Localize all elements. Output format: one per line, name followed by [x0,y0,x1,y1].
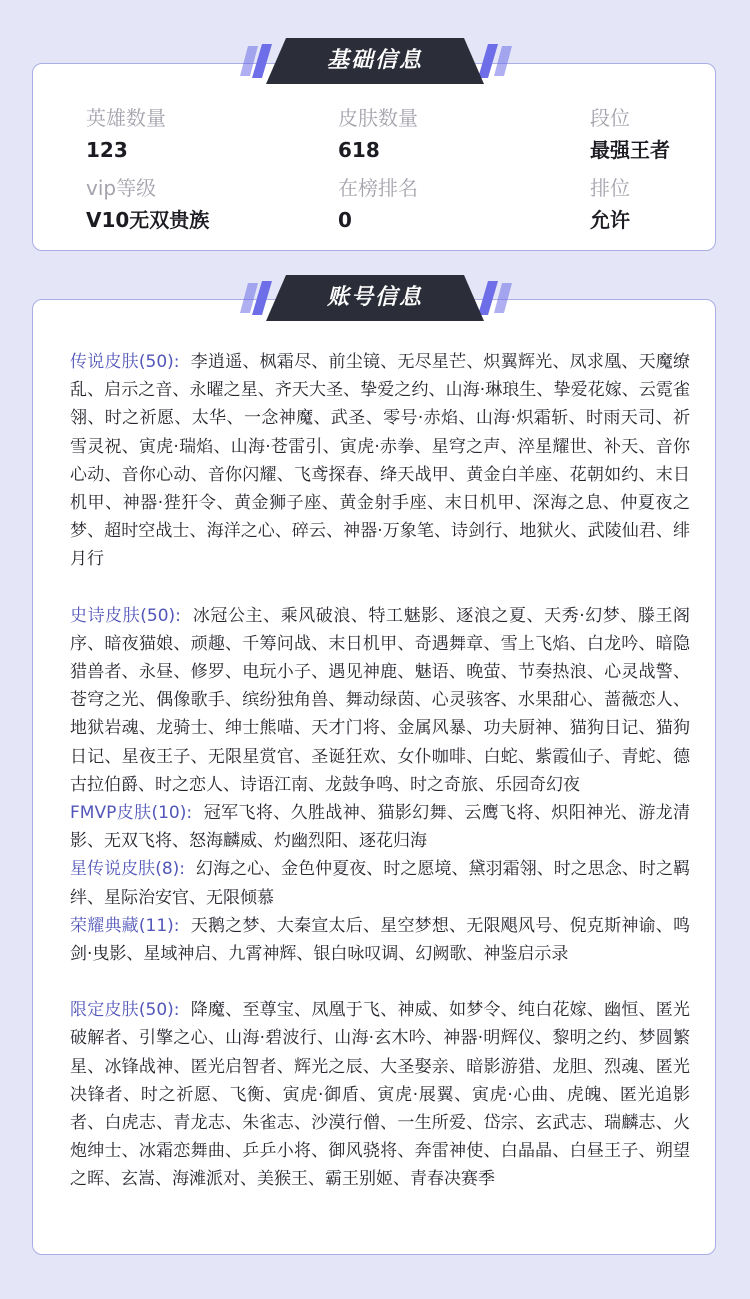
stat-skin-count [338,104,418,164]
skin-section-epic [70,602,690,799]
skin-section-star-legend [70,855,690,911]
section-header-account-info [0,273,750,323]
stat-ranked-allowed [590,174,630,234]
stat-label: 在榜排名 [338,176,418,200]
stat-label: 段位 [590,106,630,130]
skin-category-label: 史诗皮肤(50): [70,605,181,626]
section-header-basic-info [0,36,750,86]
stat-label: 皮肤数量 [338,106,418,130]
section-title: 基础信息 [326,48,423,73]
account-info-card [32,299,716,1255]
skin-items: 降魔、至尊宝、凤凰于飞、神威、如梦令、纯白花嫁、幽恒、匿光破解者、引擎之心、山海·碧波行、山海·玄木吟、神器·明辉仪、黎明之约、梦圆繁星、冰锋战神、匿光启智者、辉光之辰、大圣娶亲、暗影游猎、龙胆、烈魂、匿光决锋者、时之祈愿、飞衡、寅虎·御盾、寅虎·展翼、寅虎·心曲、虎魄、匿光追影者、白虎志、青龙志、朱雀志、沙漠行僧、一生所爱、岱宗、玄武志、瑞麟志、火炮绅士、冰霜恋舞曲、乒乒小将、御风骁将、奔雷神使、白晶晶、白昼王子、朔望之晖、玄嵩、海滩派对、美猴王、霸王别姬、青春决赛季 [70,1000,691,1190]
stat-value: 0 [338,208,352,232]
stat-value: 123 [86,138,128,162]
stat-label: 英雄数量 [86,106,166,130]
skin-items: 冠军飞将、久胜战神、猫影幻舞、云鹰飞将、炽阳神光、游龙清影、无双飞将、怒海麟威、灼幽烈阳、逐花归海 [70,803,691,852]
stat-rank-tier [590,104,670,164]
stat-value: 允许 [590,208,630,232]
stat-label: vip等级 [86,176,157,200]
skin-items: 幻海之心、金色仲夏夜、时之愿境、黛羽霜翎、时之思念、时之羁绊、星际治安官、无限倾慕 [70,859,691,908]
stat-value: 最强王者 [590,138,670,162]
basic-info-card [32,63,716,251]
stat-value: 618 [338,138,380,162]
skin-list [70,348,690,1194]
section-title: 账号信息 [326,285,423,310]
stat-value: V10无双贵族 [86,208,210,232]
skin-category-label: 荣耀典藏(11): [70,915,180,936]
skin-category-label: 传说皮肤(50): [70,352,180,372]
stat-vip-level [86,174,209,234]
stat-leaderboard-rank [338,174,418,234]
skin-items: 李逍遥、枫霜尽、前尘镜、无尽星芒、炽翼辉光、凤求凰、天魔缭乱、启示之音、永曜之星、齐天大圣、挚爱之约、山海·琳琅生、挚爱花嫁、云霓雀翎、时之祈愿、太华、一念神魔、武圣、零号·赤焰、山海·炽霜斩、时雨天司、祈雪灵祝、寅虎·瑞焰、山海·苍雷引、寅虎·赤拳、星穹之声、淬星耀世、补天、音你心动、音你心动、音你闪耀、飞鸢探春、绛天战甲、黄金白羊座、花朝如约、末日机甲、神器·狴犴令、黄金狮子座、黄金射手座、末日机甲、深海之息、仲夏夜之梦、超时空战士、海洋之心、碎云、神器·万象笔、诗剑行、地狱火、武陵仙君、绯月行 [70,352,691,570]
skin-category-label: 星传说皮肤(8): [70,859,186,880]
skin-section-limited [70,996,690,1193]
skin-section-glory-collection [70,912,690,968]
stat-hero-count [86,104,166,164]
stat-label: 排位 [590,176,630,200]
skin-category-label: FMVP皮肤(10): [70,803,193,824]
skin-category-label: 限定皮肤(50): [70,1000,180,1021]
skin-section-fmvp [70,799,690,855]
skin-items: 冰冠公主、乘风破浪、特工魅影、逐浪之夏、天秀·幻梦、滕王阁序、暗夜猫娘、顽趣、千筹问战、末日机甲、奇遇舞章、雪上飞焰、白龙吟、暗隐猎兽者、永昼、修罗、电玩小子、遇见神鹿、魅语、晚萤、节奏热浪、心灵战警、苍穹之光、偶像歌手、缤纷独角兽、舞动绿茵、心灵骇客、水果甜心、蔷薇恋人、地狱岩魂、龙骑士、绅士熊喵、天才门将、金属风暴、功夫厨神、猫狗日记、猫狗日记、星夜王子、无限星赏官、圣诞狂欢、女仆咖啡、白蛇、紫霞仙子、青蛇、德古拉伯爵、时之恋人、诗语江南、龙鼓争鸣、时之奇旅、乐园奇幻夜 [70,605,691,795]
skin-section-legendary [70,348,690,574]
skin-items: 天鹅之梦、大秦宣太后、星空梦想、无限飓风号、倪克斯神谕、鸣剑·曳影、星域神启、九霄神辉、银白咏叹调、幻阙歌、神鉴启示录 [70,915,691,965]
